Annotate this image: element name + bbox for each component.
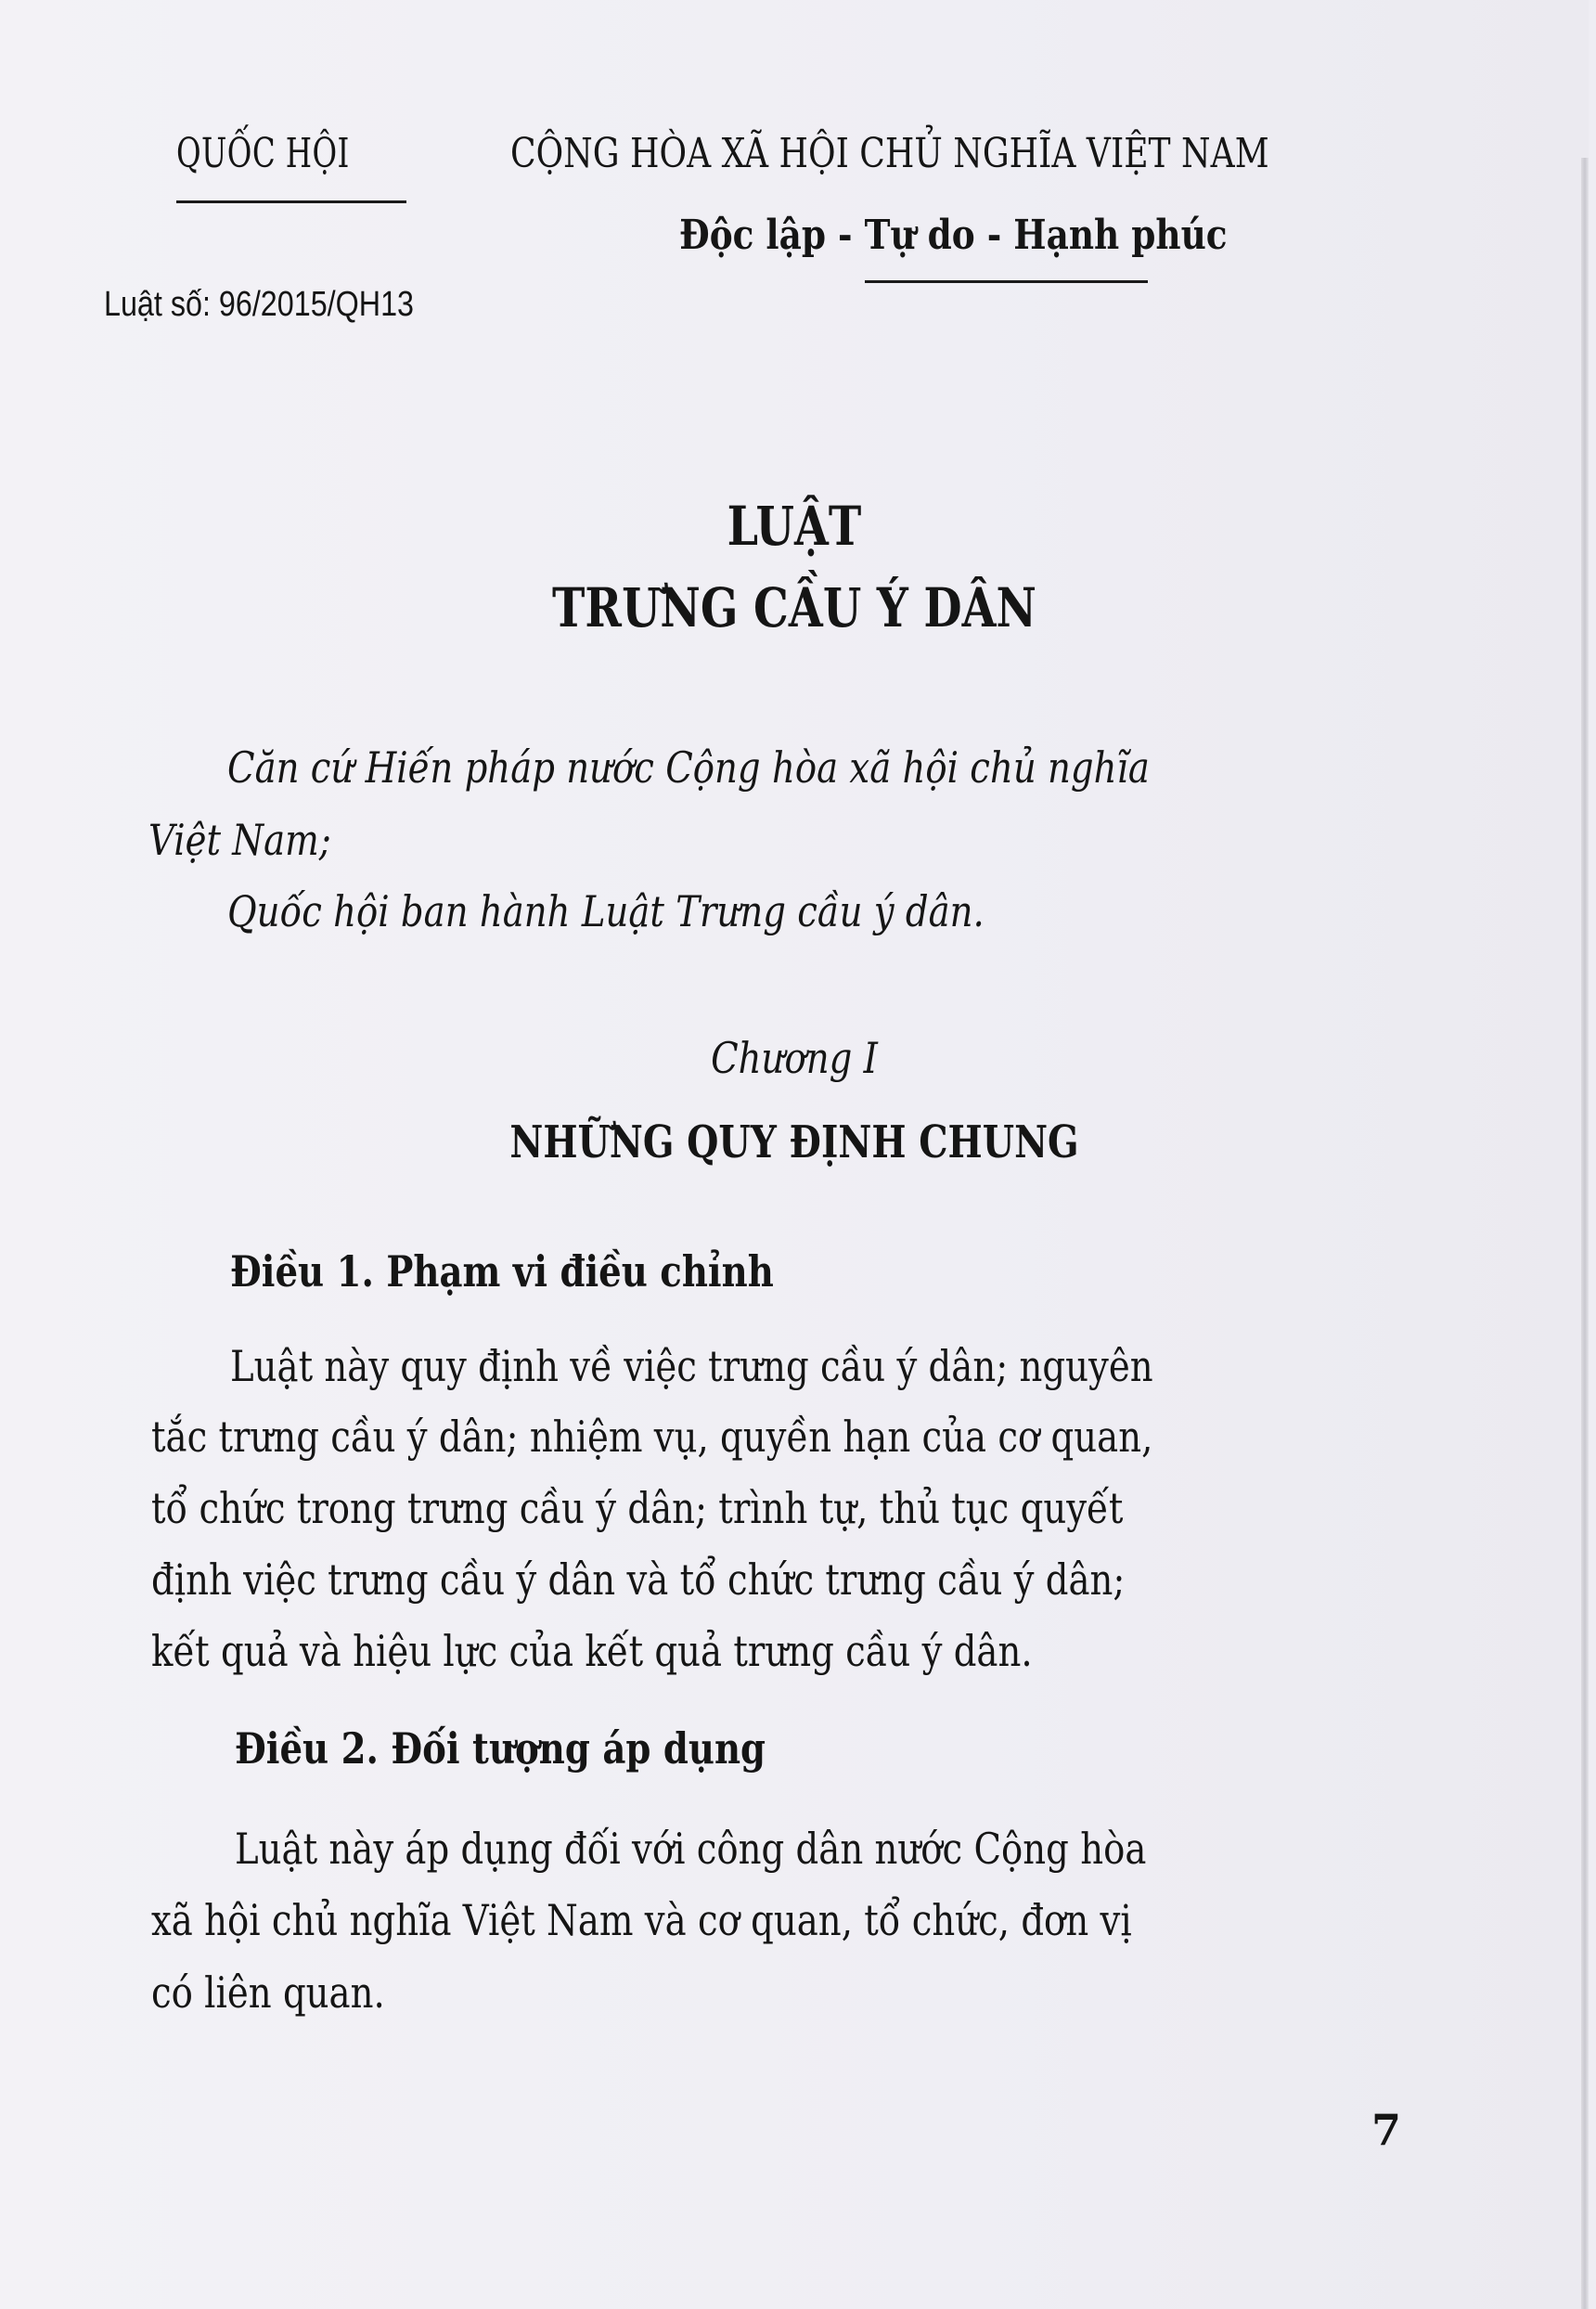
article-2-line: Luật này áp dụng đối với công dân nước Cộng hòa <box>235 1824 1147 1874</box>
page-number: 7 <box>1371 2105 1402 2155</box>
issuer-name: QUỐC HỘI <box>176 130 350 177</box>
article-1-line: định việc trưng cầu ý dân và tổ chức trưng cầu ý dân; <box>151 1554 1126 1605</box>
national-motto: Độc lập - Tự do - Hạnh phúc <box>679 212 1228 259</box>
document-title: LUẬT <box>727 495 862 558</box>
nation-name: CỘNG HÒA XÃ HỘI CHỦ NGHĨA VIỆT NAM <box>510 130 1269 177</box>
motto-underline <box>865 280 1148 283</box>
preamble-line: Việt Nam; <box>148 815 331 865</box>
issuer-underline <box>176 200 406 203</box>
article-2-line: có liên quan. <box>151 1967 385 2018</box>
chapter-title: NHỮNG QUY ĐỊNH CHUNG <box>509 1116 1079 1168</box>
chapter-label: Chương I <box>711 1033 878 1083</box>
article-1-line: tắc trưng cầu ý dân; nhiệm vụ, quyền hạn của cơ quan, <box>151 1412 1153 1462</box>
law-number: Luật số: 96/2015/QH13 <box>104 285 415 324</box>
article-2-line: xã hội chủ nghĩa Việt Nam và cơ quan, tổ chức, đơn vị <box>151 1895 1132 1945</box>
document-subtitle: TRƯNG CẦU Ý DÂN <box>552 576 1036 639</box>
article-1-heading: Điều 1. Phạm vi điều chỉnh <box>230 1246 774 1296</box>
article-1-line: kết quả và hiệu lực của kết quả trưng cầu ý dân. <box>151 1626 1033 1676</box>
article-1-line: Luật này quy định về việc trưng cầu ý dân; nguyên <box>230 1341 1153 1391</box>
page-edge <box>1581 158 1589 2309</box>
preamble-line: Quốc hội ban hành Luật Trưng cầu ý dân. <box>227 886 985 936</box>
article-2-heading: Điều 2. Đối tượng áp dụng <box>235 1723 766 1774</box>
article-1-line: tổ chức trong trưng cầu ý dân; trình tự, thủ tục quyết <box>151 1483 1124 1533</box>
preamble-line: Căn cứ Hiến pháp nước Cộng hòa xã hội chủ nghĩa <box>227 742 1150 793</box>
